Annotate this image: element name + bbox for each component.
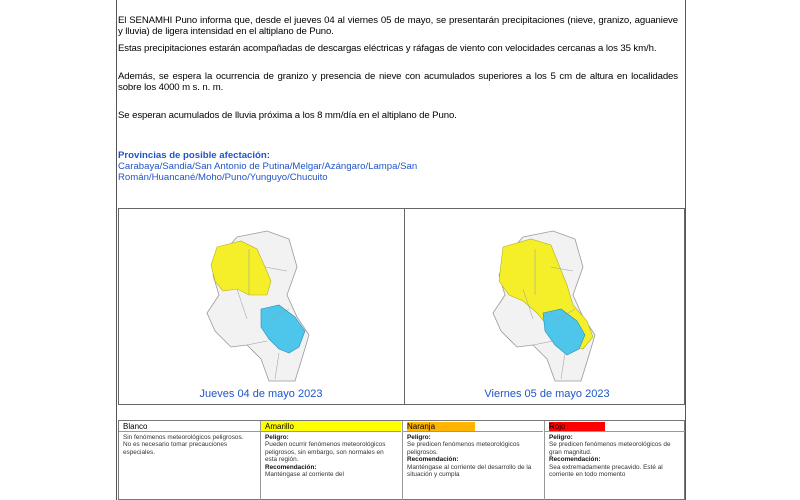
legend-text: Sea extremadamente precavido. Esté al corriente en todo momento	[549, 463, 663, 479]
legend-label: Peligro:	[407, 434, 431, 441]
provinces-title: Provincias de posible afectación:	[118, 150, 270, 161]
legend-label: Recomendación:	[265, 463, 317, 471]
legend-label: Peligro:	[265, 434, 289, 441]
legend-name: Naranja	[407, 422, 475, 431]
legend-amarillo	[260, 421, 401, 500]
legend-text: Pueden ocurrir fenómenos meteorológicos peligrosos, sin embargo, son normales en esta región.	[265, 441, 386, 464]
legend-text: Se predicen fenómenos meteorológicos de gran magnitud.	[549, 441, 671, 456]
legend-naranja	[402, 421, 543, 500]
legend-rojo	[544, 421, 685, 500]
map-caption-thursday: Jueves 04 de mayo 2023	[199, 388, 323, 400]
legend-text: Se predicen fenómenos meteorológicos peligrosos.	[407, 441, 520, 456]
legend-name: Rojo	[549, 422, 605, 431]
legend-label: Peligro:	[549, 434, 573, 441]
forecast-maps	[118, 208, 685, 405]
level-swatch-yellow	[261, 421, 401, 432]
forecast-paragraph-2: Estas precipitaciones estarán acompañadas de descargas eléctricas y ráfagas de viento con velocidades cercanas a los 35 km/h.	[118, 43, 657, 54]
legend-text: No es necesario tomar precauciones especiales.	[123, 441, 228, 456]
legend-name: Amarillo	[265, 422, 294, 431]
legend-blanco	[119, 421, 260, 500]
puno-region-map	[493, 231, 595, 381]
warning-level-legend	[118, 420, 685, 500]
legend-label: Recomendación:	[407, 456, 459, 464]
map-caption-friday: Viernes 05 de mayo 2023	[484, 388, 610, 400]
legend-label: Recomendación:	[549, 456, 601, 464]
map-friday	[405, 209, 689, 387]
legend-text: Manténgase al corriente del	[265, 471, 344, 479]
legend-text: Sin fenómenos meteorológicos peligrosos.	[123, 434, 244, 441]
forecast-paragraph-1: El SENAMHI Puno informa que, desde el jueves 04 al viernes 05 de mayo, se presentarán precipitaciones (nieve, granizo, aguanieve y lluvia) de ligera intensidad en el altiplano de Puno.	[118, 15, 678, 37]
forecast-paragraph-4: Se esperan acumulados de lluvia próxima a los 8 mm/día en el altiplano de Puno.	[118, 110, 457, 121]
map-thursday	[119, 209, 403, 387]
legend-text: Manténgase al corriente del desarrollo de la situación y cumpla	[407, 463, 532, 479]
legend-name: Blanco	[123, 422, 148, 431]
forecast-paragraph-3: Además, se espera la ocurrencia de granizo y presencia de nieve con acumulados superiores a los 5 cm de altura en localidades sobre los 4000 m s. n. m.	[118, 71, 678, 93]
provinces-list: Carabaya/Sandia/San Antonio de Putina/Melgar/Azángaro/Lampa/San Román/Huancané/Moho/Puno/Yunguyo/Chucuito	[118, 161, 418, 183]
puno-region-map	[207, 231, 309, 381]
